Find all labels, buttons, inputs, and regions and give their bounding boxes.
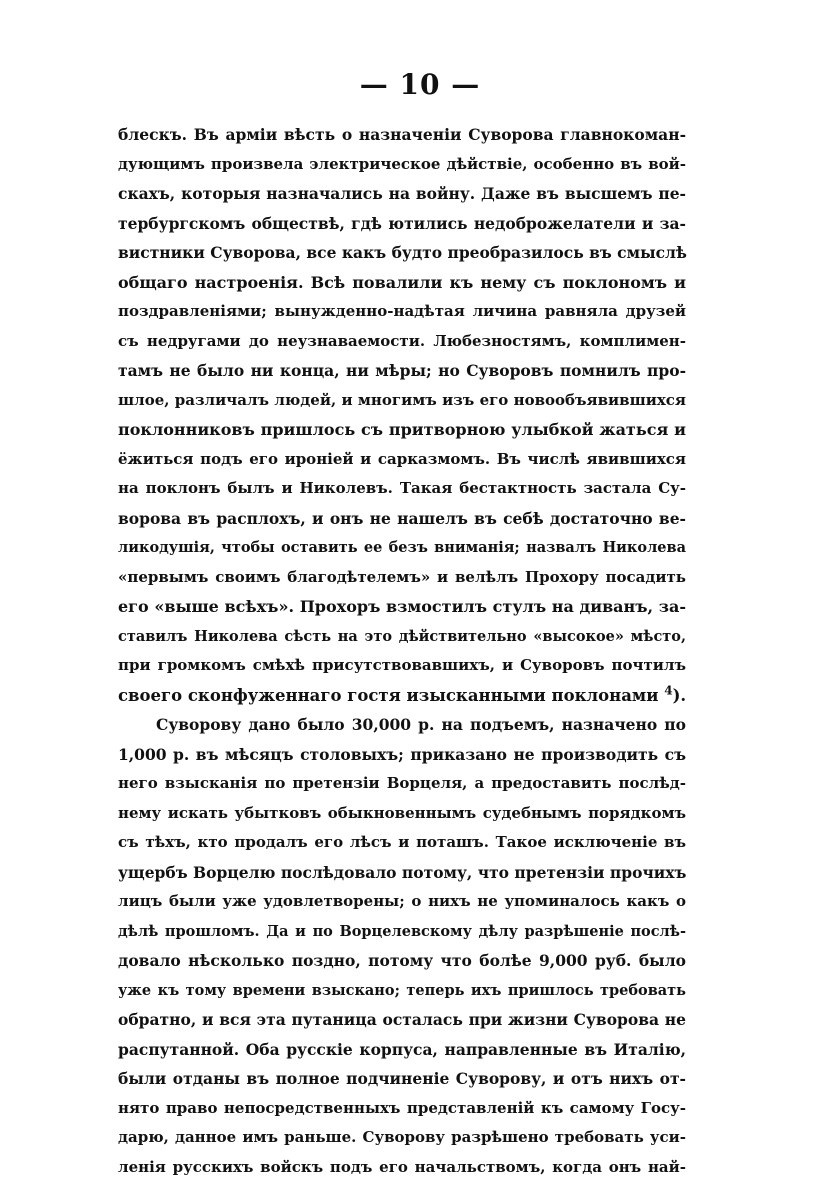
text-line: дарю, данное имъ раньше. Суворову разрѣшено требовать уси- [118,1128,686,1146]
text-line: были отданы въ полное подчиненіе Суворову, и отъ нихъ от- [118,1069,686,1088]
text-line: распутанной. Оба русскіе корпуса, направленные въ Италію, [118,1039,686,1059]
text-line: ворова въ расплохъ, и онъ не нашелъ въ себѣ достаточно ве- [118,508,686,528]
text-line: съ тѣхъ, кто продалъ его лѣсъ и поташъ. Такое исключеніе въ [118,833,686,851]
text-line: ленія русскихъ войскъ подъ его начальствомъ, когда онъ най- [118,1157,686,1176]
text-line: нято право непосредственныхъ представленій къ самому Госу- [118,1098,686,1117]
text-line: тамъ не было ни конца, ни мѣры; но Суворовъ помнилъ про- [118,361,686,380]
text-line: лицъ были уже удовлетворены; о нихъ не упоминалось какъ о [118,892,686,910]
text-line: дѣлѣ прошломъ. Да и по Ворцелевскому дѣлу разрѣшеніе послѣ- [118,922,686,940]
text-line: обратно, и вся эта путаница осталась при жизни Суворова не [118,1010,686,1029]
footnote-reference[interactable]: 4 [664,683,673,697]
text-line: нему искать убытковъ обыкновеннымъ судебнымъ порядкомъ [118,803,686,822]
text-line: общаго настроенія. Всѣ повалили къ нему съ поклономъ и [118,272,686,292]
text-line: при громкомъ смѣхѣ присутствовавшихъ, и Суворовъ почтилъ [118,656,686,674]
text-line: блескъ. Въ арміи вѣсть о назначеніи Суворова главнокоман- [118,125,686,144]
text-line: него взысканія по претензіи Ворцеля, а предоставить послѣд- [118,774,686,792]
text-line-last [118,681,686,711]
text-line: ущербъ Ворцелю послѣдовало потому, что претензіи прочихъ [118,862,687,882]
text-line: ставилъ Николева сѣсть на это дѣйствительно «высокое» мѣсто, [118,627,686,645]
paragraph-2 [118,710,686,1182]
text-line: вистники Суворова, все какъ будто преобразилось въ смыслѣ [118,243,687,262]
text-line-tail: ). [672,685,687,705]
text-line: довало нѣсколько поздно, потому что болѣе 9,000 руб. было [118,951,686,970]
text-line: 1,000 р. въ мѣсяцъ столовыхъ; приказано не производить съ [118,744,686,764]
text-line: его «выше всѣхъ». Прохоръ взмостилъ стулъ на диванъ, за- [118,597,686,616]
text-line-content: своего сконфуженнаго гостя изысканными поклонами [118,685,659,705]
text-line: съ недругами до неузнаваемости. Любезностямъ, комплимен- [118,331,686,350]
page-number: — 10 — [359,68,481,101]
text-line: ёжиться подъ его ироніей и сарказмомъ. Въ числѣ явившихся [118,449,686,468]
text-line: уже къ тому времени взыскано; теперь ихъ пришлось требовать [118,981,686,999]
text-line: поклонниковъ пришлось съ притворною улыбкой жаться и [118,420,686,439]
text-line: «первымъ своимъ благодѣтелемъ» и велѣлъ Прохору посадить [118,567,686,586]
text-line: шлое, различалъ людей, и многимъ изъ его новообъявившихся [118,390,686,409]
text-line: на поклонъ былъ и Николевъ. Такая бестактность застала Су- [118,479,686,497]
text-line-first: Суворову дано было 30,000 р. на подъемъ, назначено по [156,715,686,734]
text-line: тербургскомъ обществѣ, гдѣ ютились недоброжелатели и за- [118,213,686,233]
text-line: поздравленіями; вынужденно-надѣтая личина равняла друзей [118,302,686,320]
text-line: дующимъ произвела электрическое дѣйствіе, особенно въ вой- [118,154,686,173]
body-text [118,120,686,1182]
paragraph-1 [118,120,686,710]
text-line: ликодушія, чтобы оставить ее безъ вниманія; назвалъ Николева [118,539,686,556]
text-line: скахъ, которыя назначались на войну. Даже въ высшемъ пе- [118,184,686,203]
